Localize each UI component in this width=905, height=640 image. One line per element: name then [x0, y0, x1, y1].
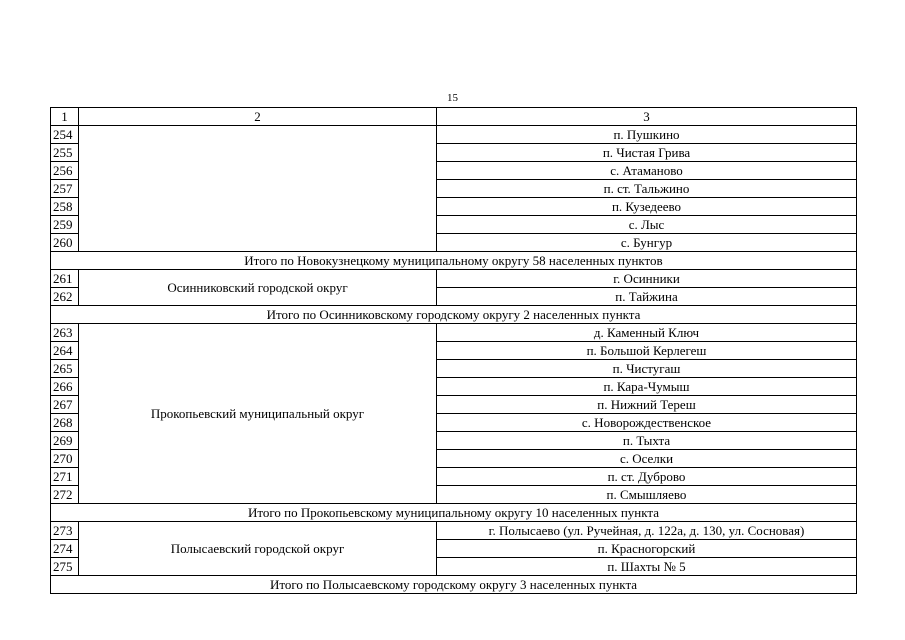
total-row	[51, 576, 857, 594]
row-number: 259	[51, 216, 79, 234]
settlement-name: г. Полысаево (ул. Ручейная, д. 122а, д. 130, ул. Сосновая)	[437, 522, 857, 540]
row-number: 258	[51, 198, 79, 216]
row-number: 257	[51, 180, 79, 198]
table-body	[51, 108, 857, 594]
settlement-name: п. Нижний Тереш	[437, 396, 857, 414]
page-number: 15	[447, 92, 458, 104]
settlement-name: г. Осинники	[437, 270, 857, 288]
total-row	[51, 306, 857, 324]
settlement-name: п. Красногорский	[437, 540, 857, 558]
header-row	[51, 108, 857, 126]
settlement-name: п. Пушкино	[437, 126, 857, 144]
row-number: 254	[51, 126, 79, 144]
table-row	[51, 270, 857, 288]
settlements-table	[50, 107, 857, 594]
row-number: 255	[51, 144, 79, 162]
header-cell-2: 2	[79, 108, 437, 126]
row-number: 274	[51, 540, 79, 558]
row-number: 275	[51, 558, 79, 576]
settlement-name: п. Тайжина	[437, 288, 857, 306]
settlement-name: с. Бунгур	[437, 234, 857, 252]
row-number: 256	[51, 162, 79, 180]
header-cell-1: 1	[51, 108, 79, 126]
row-number: 265	[51, 360, 79, 378]
district-name: Прокопьевский муниципальный округ	[79, 324, 437, 504]
total-row	[51, 504, 857, 522]
settlement-name: с. Атаманово	[437, 162, 857, 180]
settlement-name: с. Лыс	[437, 216, 857, 234]
row-number: 270	[51, 450, 79, 468]
settlement-name: п. Тыхта	[437, 432, 857, 450]
row-number: 272	[51, 486, 79, 504]
settlement-name: п. Большой Керлегеш	[437, 342, 857, 360]
settlement-name: п. Чистугаш	[437, 360, 857, 378]
total-text: Итого по Прокопьевскому муниципальному округу 10 населенных пункта	[51, 504, 857, 522]
district-name: Полысаевский городской округ	[79, 522, 437, 576]
settlement-name: п. ст. Тальжино	[437, 180, 857, 198]
row-number: 271	[51, 468, 79, 486]
settlement-name: д. Каменный Ключ	[437, 324, 857, 342]
row-number: 269	[51, 432, 79, 450]
settlement-name: п. Шахты № 5	[437, 558, 857, 576]
table-row	[51, 126, 857, 144]
row-number: 262	[51, 288, 79, 306]
total-text: Итого по Осинниковскому городскому округу 2 населенных пункта	[51, 306, 857, 324]
row-number: 260	[51, 234, 79, 252]
district-name: Осинниковский городской округ	[79, 270, 437, 306]
row-number: 263	[51, 324, 79, 342]
table-row	[51, 522, 857, 540]
settlement-name: п. Кара-Чумыш	[437, 378, 857, 396]
district-name	[79, 126, 437, 252]
row-number: 266	[51, 378, 79, 396]
settlement-name: п. ст. Дуброво	[437, 468, 857, 486]
settlement-name: с. Новорождественское	[437, 414, 857, 432]
total-row	[51, 252, 857, 270]
table-row	[51, 324, 857, 342]
row-number: 273	[51, 522, 79, 540]
settlement-name: п. Чистая Грива	[437, 144, 857, 162]
total-text: Итого по Полысаевскому городскому округу 3 населенных пункта	[51, 576, 857, 594]
row-number: 268	[51, 414, 79, 432]
settlement-name: с. Оселки	[437, 450, 857, 468]
total-text: Итого по Новокузнецкому муниципальному округу 58 населенных пунктов	[51, 252, 857, 270]
row-number: 261	[51, 270, 79, 288]
settlement-name: п. Кузедеево	[437, 198, 857, 216]
row-number: 267	[51, 396, 79, 414]
header-cell-3: 3	[437, 108, 857, 126]
settlement-name: п. Смышляево	[437, 486, 857, 504]
row-number: 264	[51, 342, 79, 360]
